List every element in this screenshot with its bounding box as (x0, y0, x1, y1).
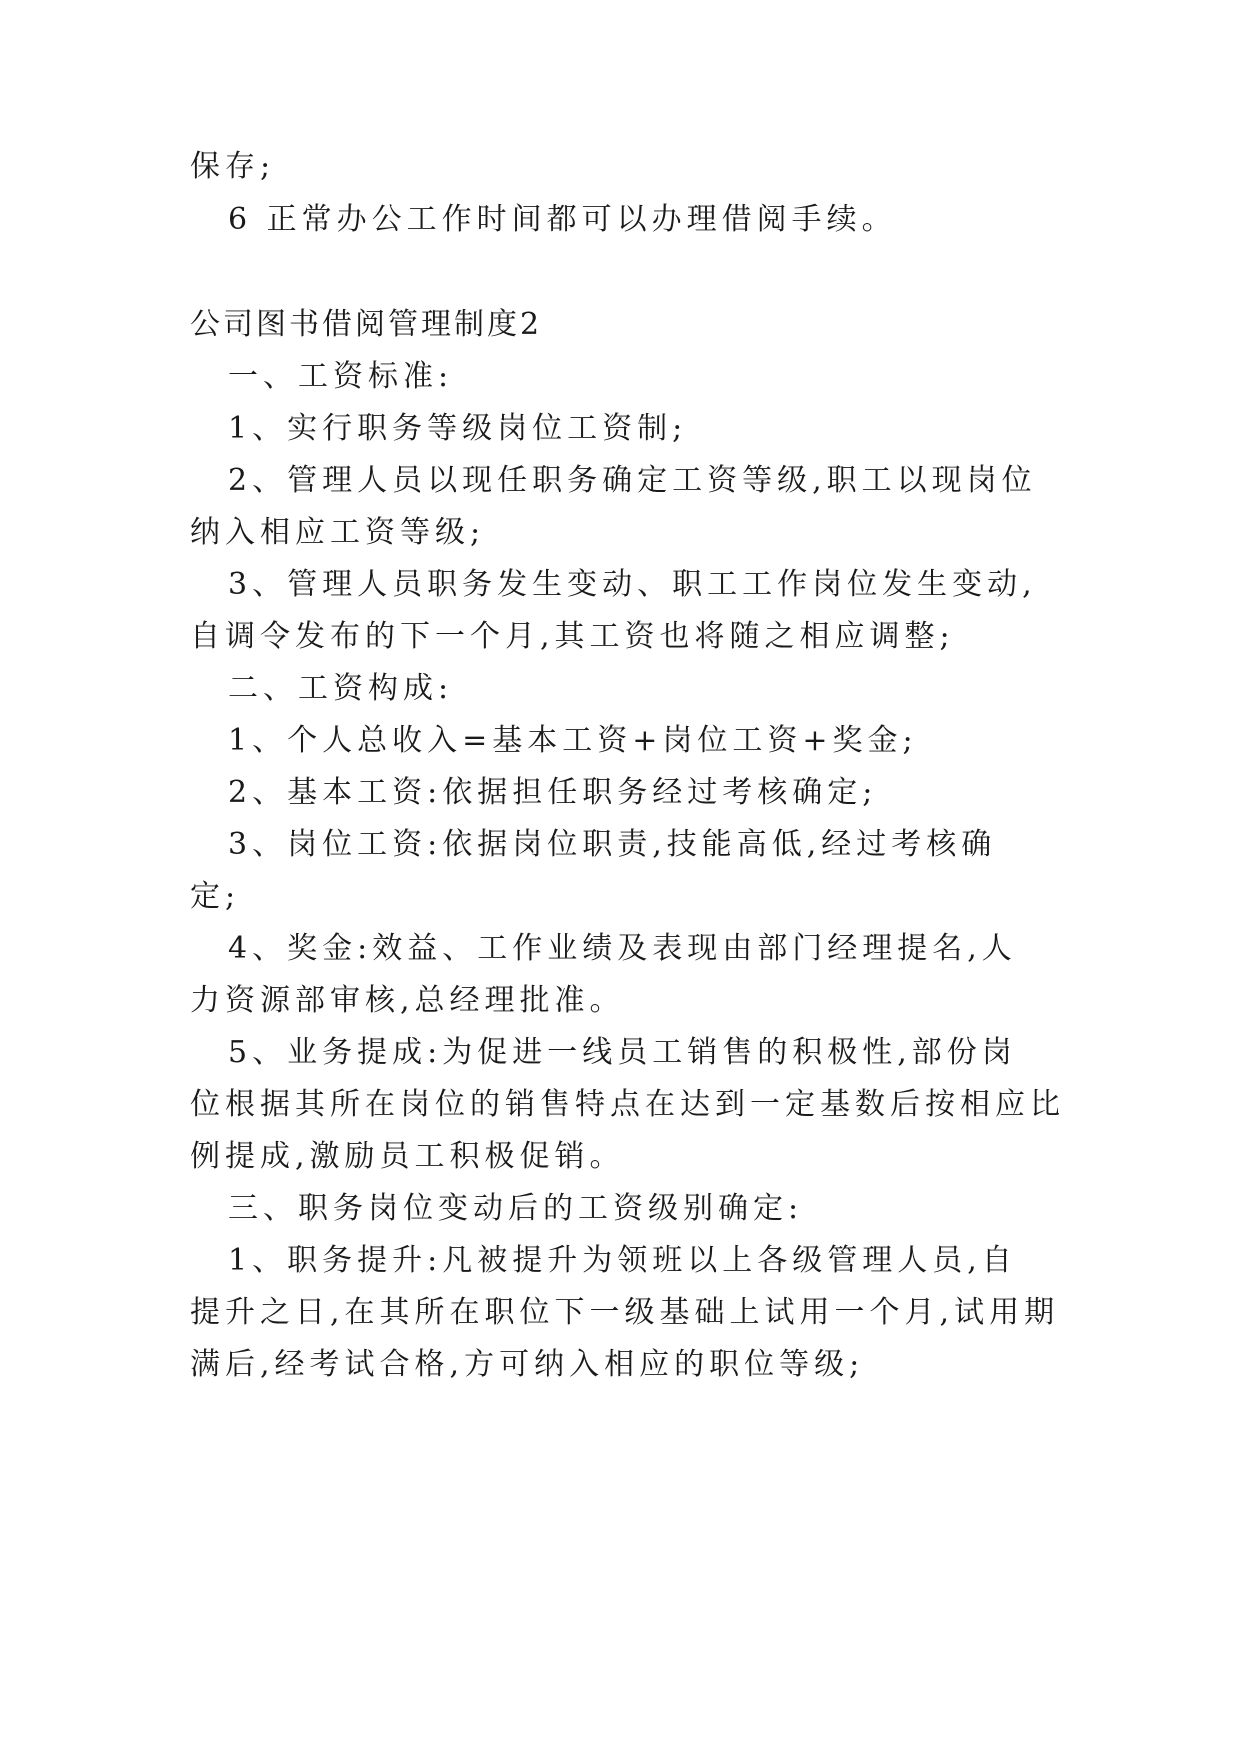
text-line: 自调令发布的下一个月,其工资也将随之相应调整; (190, 619, 955, 654)
text-line: 6 正常办公工作时间都可以办理借阅手续。 (228, 202, 897, 237)
text-line: 位根据其所在岗位的销售特点在达到一定基数后按相应比 (190, 1087, 1065, 1122)
text-line: 2、基本工资:依据担任职务经过考核确定; (228, 775, 878, 810)
text-line: 二、工资构成: (228, 671, 454, 706)
text-line: 2、管理人员以现任职务确定工资等级,职工以现岗位 (228, 463, 1037, 498)
text-line: 3、管理人员职务发生变动、职工工作岗位发生变动, (228, 567, 1037, 602)
text-line: 满后,经考试合格,方可纳入相应的职位等级; (190, 1347, 865, 1382)
text-line: 一、工资标准: (228, 359, 454, 394)
section-title: 公司图书借阅管理制度2 (190, 307, 543, 342)
text-line: 纳入相应工资等级; (190, 515, 486, 550)
text-line: 保存; (190, 149, 276, 184)
text-line: 1、实行职务等级岗位工资制; (228, 411, 688, 446)
text-line: 力资源部审核,总经理批准。 (190, 983, 625, 1018)
text-line: 三、职务岗位变动后的工资级别确定: (228, 1191, 804, 1226)
text-line: 1、个人总收入=基本工资+岗位工资+奖金; (228, 723, 918, 758)
text-line: 例提成,激励员工积极促销。 (190, 1139, 625, 1174)
text-line: 4、奖金:效益、工作业绩及表现由部门经理提名,人 (228, 931, 1017, 966)
text-line: 提升之日,在其所在职位下一级基础上试用一个月,试用期 (190, 1295, 1060, 1330)
text-line: 1、职务提升:凡被提升为领班以上各级管理人员,自 (228, 1243, 1017, 1278)
text-line: 5、业务提成:为促进一线员工销售的积极性,部份岗 (228, 1035, 1017, 1070)
text-line: 定; (190, 879, 241, 914)
text-line: 3、岗位工资:依据岗位职责,技能高低,经过考核确 (228, 827, 997, 862)
